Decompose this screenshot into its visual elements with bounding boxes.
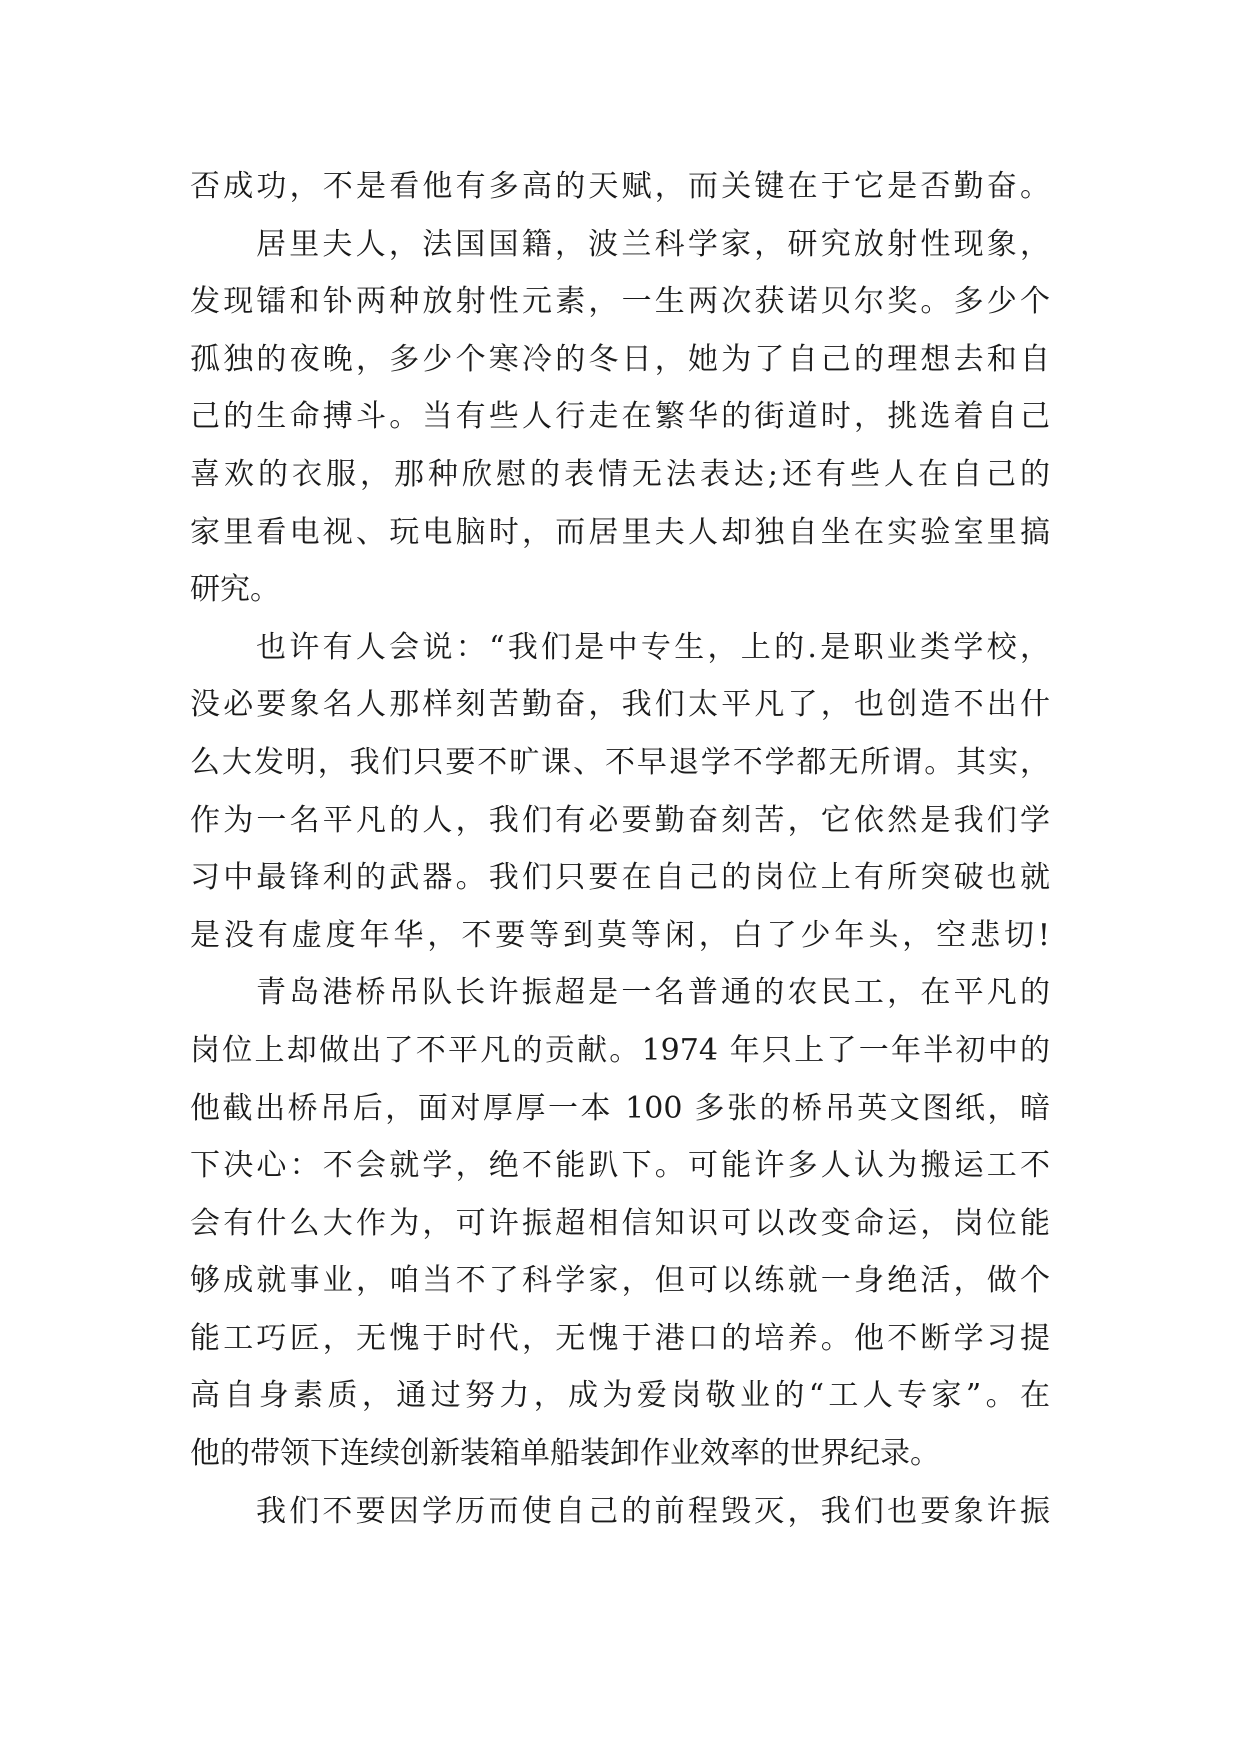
text-line: 是没有虚度年华，不要等到莫等闲，白了少年头，空悲切! [190,917,1050,953]
text-line: 会有什么大作为，可许振超相信知识可以改变命运，岗位能 [190,1205,1050,1241]
text-line: 没必要象名人那样刻苦勤奋，我们太平凡了，也创造不出什 [190,687,1050,723]
paragraph-first-line: 青岛港桥吊队长许振超是一名普通的农民工，在平凡的 [256,975,1050,1011]
text-line: 高自身素质，通过努力，成为爱岗敬业的“工人专家”。在 [190,1378,1050,1414]
text-line: 作为一名平凡的人，我们有必要勤奋刻苦，它依然是我们学 [190,802,1050,838]
paragraph-first-line: 也许有人会说：“我们是中专生，上的.是职业类学校， [256,629,1050,665]
text-line: 发现镭和钋两种放射性元素，一生两次获诺贝尔奖。多少个 [190,284,1050,320]
text-line: 孤独的夜晚，多少个寒冷的冬日，她为了自己的理想去和自 [190,341,1050,377]
body-text [190,158,1050,1540]
paragraph-first-line: 居里夫人，法国国籍，波兰科学家，研究放射性现象， [256,226,1050,262]
text-line: 他的带领下连续创新装箱单船装卸作业效率的世界纪录。 [190,1436,940,1472]
text-line: 能工巧匠，无愧于时代，无愧于港口的培养。他不断学习提 [190,1320,1050,1356]
text-line: 研究。 [190,572,280,608]
text-line: 习中最锋利的武器。我们只要在自己的岗位上有所突破也就 [190,860,1050,896]
text-line: 么大发明，我们只要不旷课、不早退学不学都无所谓。其实， [190,744,1050,780]
paragraph-first-line: 我们不要因学历而使自己的前程毁灭，我们也要象许振 [256,1493,1050,1529]
text-line: 他截出桥吊后，面对厚厚一本 100 多张的桥吊英文图纸，暗 [190,1090,1050,1126]
text-line: 家里看电视、玩电脑时，而居里夫人却独自坐在实验室里搞 [190,514,1050,550]
text-line: 下决心：不会就学，绝不能趴下。可能许多人认为搬运工不 [190,1148,1050,1184]
text-line: 够成就事业，咱当不了科学家，但可以练就一身绝活，做个 [190,1263,1050,1299]
text-line: 喜欢的衣服，那种欣慰的表情无法表达;还有些人在自己的 [190,456,1050,492]
text-line: 岗位上却做出了不平凡的贡献。1974 年只上了一年半初中的 [190,1032,1050,1068]
text-line: 否成功，不是看他有多高的天赋，而关键在于它是否勤奋。 [190,169,1050,204]
text-line: 己的生命搏斗。当有些人行走在繁华的街道时，挑选着自己 [190,399,1050,435]
